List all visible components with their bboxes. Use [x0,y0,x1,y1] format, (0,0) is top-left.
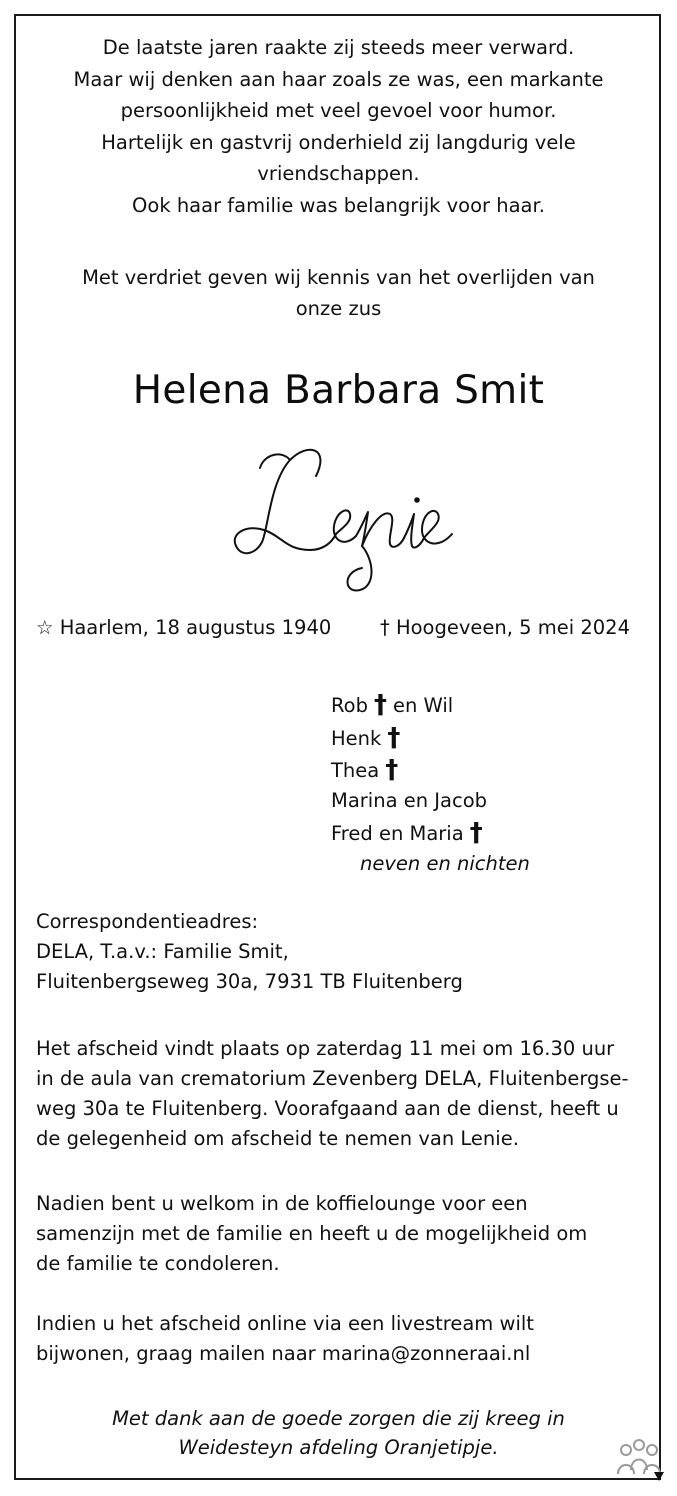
deceased-full-name: Helena Barbara Smit [132,368,545,413]
family-name: Marina en Jacob [331,789,487,812]
family-member-thea [331,757,404,783]
farewell-line: Het afscheid vindt plaats op zaterdag 11 mei om 16.30 uur [36,1037,615,1060]
death-info [380,616,630,639]
livestream-line: bijwonen, graag mailen naar marina@zonneraai.nl [36,1342,531,1365]
people-group-logo-icon [614,1438,664,1484]
family-member-henk [331,725,406,751]
livestream-line: Indien u het afscheid online via een livestream wilt [36,1312,534,1335]
cross-icon: † [387,723,401,753]
family-name: Henk [331,727,382,750]
poem-line: Maar wij denken aan haar zoals ze was, een markante [73,67,604,91]
family-name: Fred en Maria [331,822,464,845]
family-member-rob [331,692,453,718]
cross-icon: † [385,755,399,785]
lounge-line: Nadien bent u welkom in de koffielounge voor een [36,1192,528,1215]
cross-icon: † [469,818,483,848]
family-name: Rob [331,694,368,717]
poem-line: vriendschappen. [257,162,420,185]
address-line: Correspondentieadres: [36,910,259,933]
star-icon: ☆ [36,616,54,639]
intro-line: onze zus [295,297,382,320]
cross-icon: † [373,690,387,720]
intro-text [20,262,657,324]
poem-line: De laatste jaren raakte zij steeds meer verward. [102,36,575,59]
lounge-details [36,1189,646,1279]
birth-info [36,616,331,639]
lounge-line: samenzijn met de familie en heeft u de mogelijkheid om [36,1222,588,1245]
intro-line: Met verdriet geven wij kennis van het overlijden van [82,266,595,289]
livestream-details [36,1309,646,1369]
poem-line: Hartelijk en gastvrij onderhield zij langdurig vele [101,130,576,154]
thanks-note [20,1404,657,1462]
family-member-fred [331,820,489,846]
poem [20,32,657,221]
nieces-nephews: neven en nichten [360,852,530,875]
address-line: Fluitenbergseweg 30a, 7931 TB Fluitenberg [36,970,463,993]
farewell-details [36,1034,646,1154]
family-name: Thea [331,759,380,782]
farewell-line: in de aula van crematorium Zevenberg DELA, Fluitenbergse- [36,1067,629,1090]
farewell-line: de gelegenheid om afscheid te nemen van Lenie. [36,1127,519,1150]
thanks-line: Met dank aan de goede zorgen die zij kreeg in [112,1407,565,1430]
farewell-line: weg 30a te Fluitenberg. Voorafgaand aan de dienst, heeft u [36,1097,619,1120]
birth-place-date: Haarlem, 18 augustus 1940 [59,616,332,639]
correspondence-address [36,907,646,997]
thanks-line: Weidesteyn afdeling Oranjetipje. [178,1436,499,1459]
family-partner: en Wil [392,694,454,717]
dagger-icon: † [380,616,390,639]
poem-line: Ook haar familie was belangrijk voor haar. [132,193,545,217]
poem-line: persoonlijkheid met veel gevoel voor humor. [120,99,557,122]
lounge-line: de familie te condoleren. [36,1252,280,1275]
family-member-marina [331,789,487,812]
nickname-signature [224,438,474,598]
death-place-date: Hoogeveen, 5 mei 2024 [395,616,630,639]
address-line: DELA, T.a.v.: Familie Smit, [36,940,289,963]
